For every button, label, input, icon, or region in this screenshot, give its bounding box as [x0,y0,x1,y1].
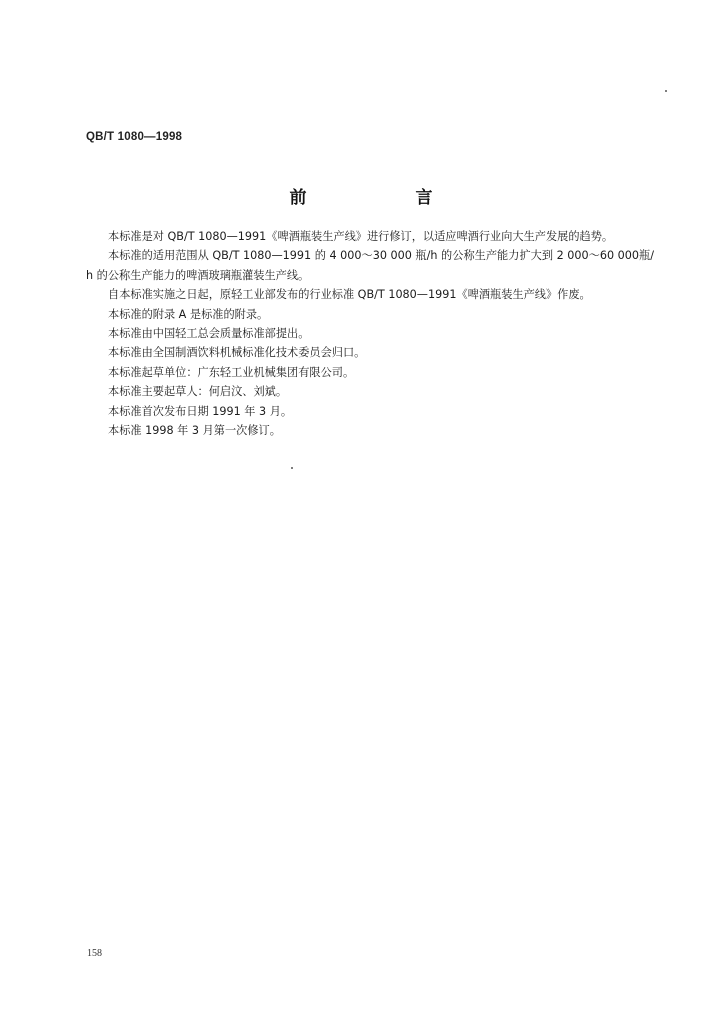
page-number: 158 [87,948,102,959]
standard-code-header: QB/T 1080—1998 [86,131,183,143]
foreword-paragraph: 本标准由全国制酒饮料机械标准化技术委员会归口。 [108,346,366,360]
foreword-paragraph: 自本标准实施之日起，原轻工业部发布的行业标准 QB/T 1080—1991《啤酒瓶装生产线》作废。 [108,288,591,302]
foreword-paragraph: 本标准 1998 年 3 月第一次修订。 [108,424,281,438]
foreword-paragraph: 本标准的附录 A 是标准的附录。 [108,307,269,321]
foreword-body [86,227,654,440]
foreword-paragraph: 本标准主要起草人：何启汶、刘斌。 [108,385,288,399]
foreword-paragraph: 本标准首次发布日期 1991 年 3 月。 [108,404,293,418]
scan-speck [291,467,293,469]
foreword-paragraph: 本标准的适用范围从 QB/T 1080—1991 的 4 000～30 000 瓶/h 的公称生产能力扩大到 2 000～60 000瓶/h 的公称生产能力的啤酒玻璃瓶灌装生产线。 [86,249,654,282]
foreword-paragraph: 本标准起草单位：广东轻工业机械集团有限公司。 [108,365,355,379]
page-title: 前 言 [289,188,479,208]
foreword-paragraph: 本标准由中国轻工总会质量标准部提出。 [108,327,310,341]
foreword-paragraph: 本标准是对 QB/T 1080—1991《啤酒瓶装生产线》进行修订，以适应啤酒行业向大生产发展的趋势。 [108,230,614,243]
scan-speck [665,90,667,92]
